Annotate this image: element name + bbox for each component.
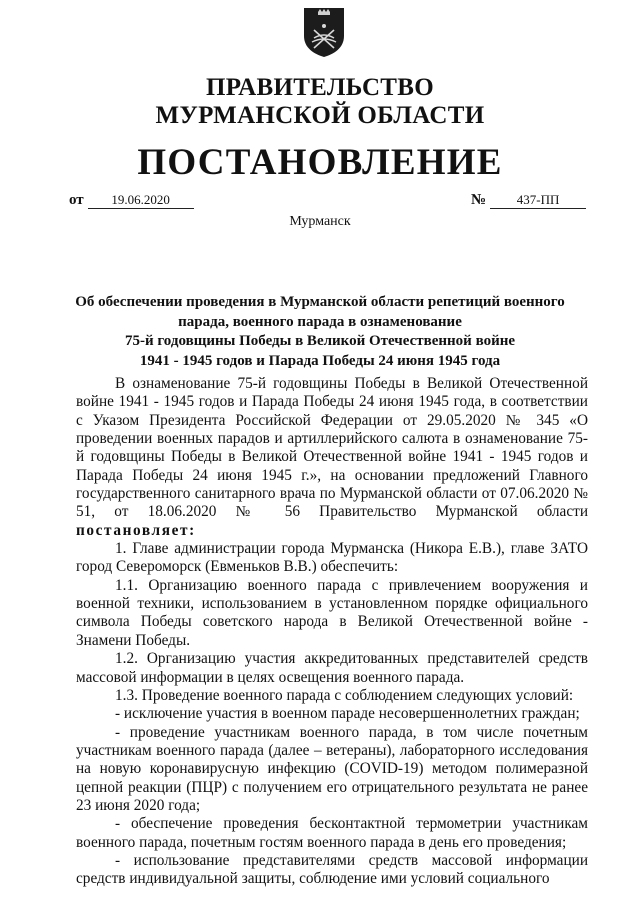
intro-text: В ознаменование 75-й годовщины Победы в Великой Отечественной войне 1941 - 1945 годов и Парада Победы 24 июня 1945 года, в соответствии с Указом Президента Российской Федерации от 29.05.2020 № 345 «О проведении военных парадов и артиллерийского салюта в ознаменование 75-й годовщины Победы в Великой Отечественной войне 1941 - 1945 годов и Парада Победы 24 июня 1945 г.», на основании предложений Главного государственного санитарного врача по Мурманской области от 07.06.2020 № 51, от 18.06.2020 № 56 Правительство Мурманской области [76,375,588,521]
title-line: 75-й годовщины Победы в Великой Отечественной войне [124,333,516,349]
date-label: от [69,192,84,208]
document-type: ПОСТАНОВЛЕНИЕ [137,142,503,183]
intro-paragraph [76,375,588,540]
document-title [60,293,580,371]
number-label: № [471,192,487,208]
organization-name-line1: ПРАВИТЕЛЬСТВО [206,74,434,101]
number-value: 437-ПП [490,192,586,209]
body-paragraph: - исключение участия в военном параде несовершеннолетних граждан; [115,705,580,723]
body-paragraph: - обеспечение проведения бесконтактной термометрии участникам военного парада, почетным гостям военного парада в день его проведения; [76,815,588,851]
city-name: Мурманск [289,214,351,229]
body-paragraph: 1.3. Проведение военного парада с соблюдением следующих условий: [115,686,574,704]
body-paragraph: 1.2. Организацию участия аккредитованных представителей средств массовой информации в целях освещения военного парада. [76,650,588,686]
body-paragraph: 1.1. Организацию военного парада с привлечением вооружения и военной техники, использованием в установленном порядке официального символа Победы советского народа в Великой Отечественной войне - Знамени Победы. [76,576,588,649]
date-value: 19.06.2020 [88,192,194,209]
title-line: парада, военного парада в ознаменование [178,313,462,330]
organization-name-line2: МУРМАНСКОЙ ОБЛАСТИ [155,102,485,129]
document-date [69,192,194,212]
resolves-word: постановляет: [76,521,196,539]
document-body [76,375,588,889]
body-paragraph: 1. Главе администрации города Мурманска (Никора Е.В.), главе ЗАТО город Североморск (Евменьков В.В.) обеспечить: [76,540,588,576]
title-line: Об обеспечении проведения в Мурманской области репетиций военного [75,294,565,310]
document-number [471,192,586,212]
coat-of-arms-icon [302,6,346,58]
title-line: 1941 - 1945 годов и Парада Победы 24 июня 1945 года [139,352,501,369]
body-paragraph: - проведение участникам военного парада, в том числе почетным участникам военного парада (далее – ветераны), лабораторного исследования на новую коронавирусную инфекцию (COVID-19) методом полимеразной цепной реакции (ПЦР) с получением его отрицательного результата не ранее 23 июня 2020 года; [76,723,588,814]
body-paragraph: - использование представителями средств массовой информации средств индивидуальной защиты, соблюдение ими условий социального [76,851,588,888]
